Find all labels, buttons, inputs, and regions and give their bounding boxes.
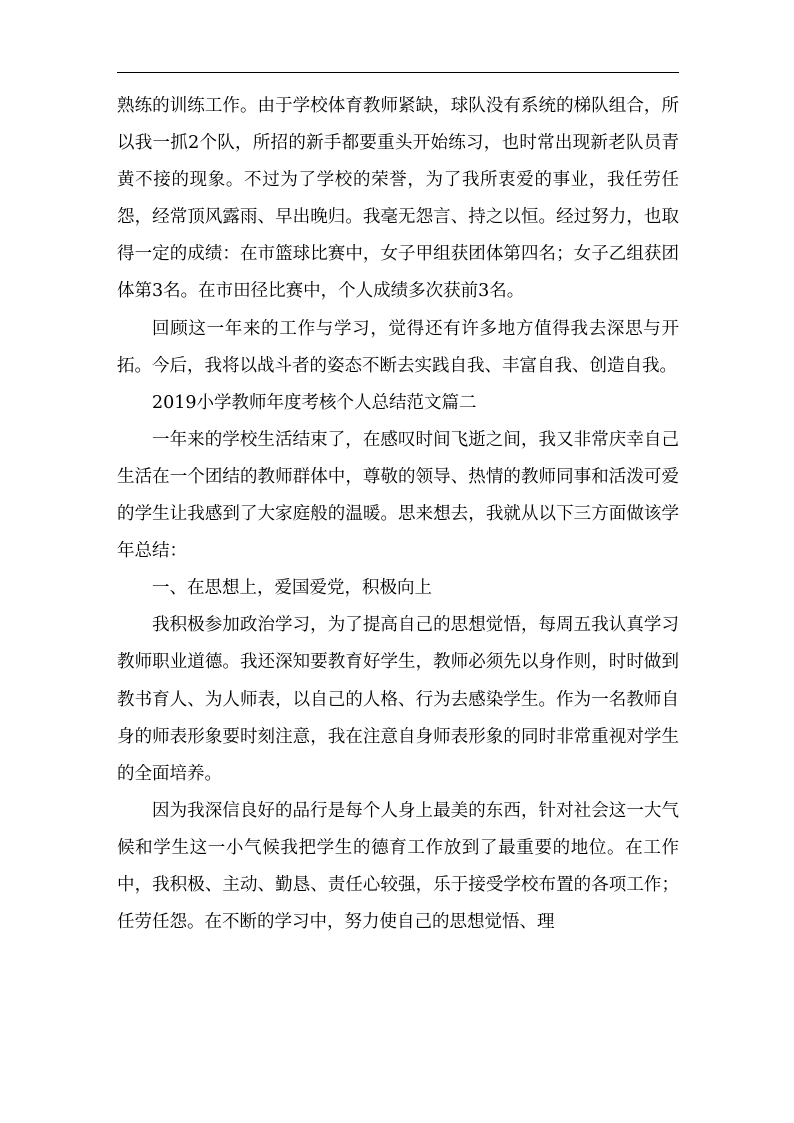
paragraph-4: 我积极参加政治学习，为了提高自己的思想觉悟，每周五我认真学习教师职业道德。我还深知要教育好学生，教师必须先以身作则，时时做到教书育人、为人师表，以自己的人格、行为去感染学生。作为一名教师自身的师表形象要时刻注意，我在注意自身师表形象的同时非常重视对学生的全面培养。 bbox=[117, 615, 679, 784]
paragraph-2: 回顾这一年来的工作与学习，觉得还有许多地方值得我去深思与开拓。今后，我将以战斗者的姿态不断去实践自我、丰富自我、创造自我。 bbox=[117, 318, 679, 376]
document-body bbox=[117, 88, 679, 941]
subheading-ideology: 一、在思想上，爱国爱党，积极向上 bbox=[152, 578, 432, 599]
paragraph-5: 因为我深信良好的品行是每个人身上最美的东西，针对社会这一大气候和学生这一小气候我把学生的德育工作放到了最重要的地位。在工作中，我积极、主动、勤恳、责任心较强，乐于接受学校布置的各项工作；任劳任怨。在不断的学习中，努力使自己的思想觉悟、理 bbox=[117, 800, 679, 933]
paragraph-1: 熟练的训练工作。由于学校体育教师紧缺，球队没有系统的梯队组合，所以我一抓2个队，所招的新手都要重头开始练习，也时常出现新老队员青黄不接的现象。不过为了学校的荣誉，为了我所衷爱的事业，我任劳任怨，经常顶风露雨、早出晚归。我毫无怨言、持之以恒。经过努力，也取得一定的成绩：在市篮球比赛中，女子甲组获团体第四名；女子乙组获团体第3名。在市田径比赛中，个人成绩多次获前3名。 bbox=[117, 96, 679, 302]
section-heading-article-two: 2019小学教师年度考核个人总结范文篇二 bbox=[152, 392, 477, 413]
header-rule bbox=[117, 72, 679, 73]
paragraph-3: 一年来的学校生活结束了，在感叹时间飞逝之间，我又非常庆幸自己生活在一个团结的教师群体中，尊敬的领导、热情的教师同事和活泼可爱的学生让我感到了大家庭般的温暖。思来想去，我就从以下三方面做该学年总结： bbox=[117, 429, 679, 562]
